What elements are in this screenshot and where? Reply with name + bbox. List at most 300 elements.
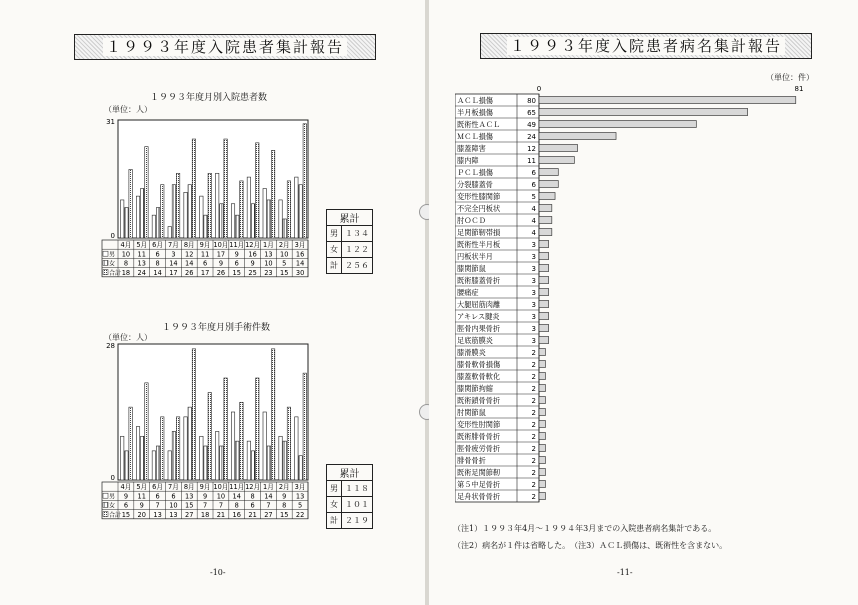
bar [236, 215, 239, 238]
bar [303, 124, 306, 238]
data-label: 11 [200, 250, 210, 259]
bar [251, 451, 254, 480]
bar [152, 451, 155, 480]
bar [176, 173, 179, 238]
bar [156, 446, 159, 480]
left-title-banner [74, 34, 376, 60]
category-label: 膝蓋障害 [457, 144, 486, 153]
data-label: 9 [282, 492, 287, 501]
bar [539, 193, 555, 200]
bar [141, 189, 144, 238]
bar [192, 139, 195, 238]
category-label: ＭＣＬ損傷 [457, 132, 493, 141]
data-label: 10 [169, 501, 178, 510]
data-label: 16 [232, 510, 241, 519]
bar [539, 469, 545, 476]
bar [240, 402, 243, 480]
data-label: 25 [248, 268, 257, 277]
data-label: 4 [531, 217, 536, 225]
right-note-1: （注1）１９９３年4月～１９９４年3月までの入院患者病名集計である。 [453, 524, 717, 533]
bar [208, 393, 211, 480]
totals-label: 計 [327, 513, 342, 529]
bar [192, 349, 195, 480]
data-label: 24 [527, 133, 536, 141]
data-label: 14 [185, 259, 194, 268]
category-label: 膝骨軟骨損傷 [457, 360, 501, 369]
data-label: 13 [295, 492, 305, 501]
bar [539, 121, 696, 128]
left-title: １９９３年度入院患者集計報告 [103, 38, 347, 56]
data-label: 8 [123, 259, 129, 268]
bar [267, 200, 270, 238]
data-label: 5 [531, 193, 536, 201]
category-label: 既術足関節靭 [457, 468, 501, 477]
data-label: 4 [531, 205, 536, 213]
bar [236, 441, 239, 480]
bar [539, 133, 616, 140]
right-page-number: -11- [617, 568, 633, 577]
data-label: 2 [531, 457, 536, 465]
series-name: 合計 [109, 269, 122, 277]
category-label: 10月 [213, 241, 229, 250]
category-label: 9月 [199, 241, 211, 250]
category-label: 膝滑膜炎 [457, 348, 486, 357]
category-label: ＡＣＬ損傷 [457, 96, 493, 105]
bar [539, 241, 549, 248]
category-label: 8月 [183, 483, 195, 492]
bar [539, 277, 549, 284]
legend-swatch [103, 502, 108, 507]
legend-swatch [103, 493, 108, 498]
data-label: 11 [137, 492, 146, 501]
data-label: 9 [139, 501, 144, 510]
bar [204, 446, 207, 480]
surgery-chart-unit: （単位：人） [104, 333, 152, 342]
data-label: 3 [531, 337, 536, 345]
bar [125, 208, 128, 238]
bar [539, 421, 545, 428]
patients-chart-unit: （単位：人） [104, 105, 152, 114]
bar [295, 177, 298, 238]
data-label: 14 [153, 268, 162, 277]
data-label: 10 [264, 259, 273, 268]
data-label: 15 [185, 501, 194, 510]
category-label: 11月 [229, 483, 245, 492]
data-label: 2 [531, 493, 536, 501]
bar [172, 185, 175, 238]
category-label: 大腿屈筋肉離 [457, 300, 501, 309]
data-label: 3 [531, 241, 536, 249]
surgery-chart-title: １９９３年度月別手術件数 [162, 323, 271, 333]
bar [539, 481, 545, 488]
patients-totals-table [326, 209, 373, 274]
patients-chart-title: １９９３年度月別入院患者数 [150, 93, 268, 103]
totals-value: １０１ [342, 497, 373, 513]
category-label: ＰＣＬ損傷 [457, 168, 493, 177]
data-label: 9 [123, 492, 129, 501]
bar [184, 417, 187, 480]
data-label: 12 [527, 145, 536, 153]
category-label: 膝関節拘縮 [457, 384, 493, 393]
category-label: 11月 [229, 241, 245, 250]
data-label: 9 [250, 259, 255, 268]
right-page [429, 0, 858, 605]
bar [299, 456, 302, 480]
data-label: 3 [531, 313, 536, 321]
category-label: 1月 [263, 241, 274, 250]
right-note-2: （注2）病名が１件は省略した。 （注3）ＡＣＬ損傷は、既術性を含まない。 [453, 541, 728, 550]
data-label: 17 [216, 250, 226, 259]
axis-min-label: 0 [536, 85, 542, 93]
right-chart-unit: （単位：件） [766, 73, 814, 82]
bar [240, 181, 243, 238]
bar [539, 409, 545, 416]
bar [295, 417, 298, 480]
data-label: 7 [218, 501, 224, 510]
bar [539, 217, 552, 224]
category-label: 分裂膝蓋骨 [457, 180, 493, 189]
data-label: 65 [527, 109, 536, 117]
bar [539, 313, 549, 320]
bar [136, 427, 139, 480]
category-label: 既術腓骨骨折 [457, 432, 501, 441]
bar [176, 417, 179, 480]
totals-value: １１８ [342, 481, 373, 497]
category-label: アキレス腱炎 [457, 312, 500, 321]
y-max-label: 28 [106, 342, 115, 350]
data-label: 5 [297, 501, 303, 510]
data-label: 21 [216, 510, 226, 519]
data-label: 10 [280, 250, 289, 259]
data-label: 3 [531, 301, 536, 309]
data-label: 2 [531, 409, 536, 417]
category-label: 足舟状骨骨折 [457, 492, 501, 501]
bar [256, 143, 259, 238]
data-label: 27 [264, 510, 273, 519]
bar [539, 97, 796, 104]
data-label: 13 [264, 250, 273, 259]
data-label: 18 [121, 268, 131, 277]
bar [129, 407, 132, 480]
bar [188, 185, 191, 238]
data-label: 6 [155, 250, 160, 259]
legend-swatch [103, 260, 108, 265]
category-label: 脛骨内果骨折 [457, 324, 501, 333]
totals-header: 累計 [327, 465, 373, 481]
category-label: 肘関節鼠 [457, 408, 486, 417]
category-label: 6月 [152, 241, 163, 250]
bar [121, 436, 124, 480]
bar [539, 445, 545, 452]
category-label: 3月 [294, 483, 306, 492]
category-label: 脛骨疲労骨折 [457, 444, 501, 453]
bar [279, 200, 282, 238]
category-label: 6月 [152, 483, 163, 492]
data-label: 2 [531, 481, 536, 489]
data-label: 6 [202, 259, 208, 268]
legend-swatch [103, 251, 108, 256]
totals-value: １２２ [342, 242, 373, 258]
data-label: 2 [531, 469, 536, 477]
bar [299, 185, 302, 238]
bar [539, 325, 549, 332]
category-label: 腓骨骨折 [457, 456, 486, 465]
bar [539, 169, 558, 176]
totals-value: １３４ [342, 226, 373, 242]
patients-chart [98, 114, 328, 279]
data-label: 6 [234, 259, 239, 268]
y-min-label: 0 [110, 474, 115, 482]
data-label: 6 [531, 169, 536, 177]
data-label: 21 [248, 510, 257, 519]
axis-max-label: 81 [794, 85, 804, 93]
bar [539, 361, 545, 368]
data-label: 22 [295, 510, 305, 519]
category-label: 円板状半月 [457, 252, 493, 261]
data-label: 26 [216, 268, 226, 277]
data-label: 12 [185, 250, 194, 259]
bar [141, 436, 144, 480]
data-label: 9 [218, 259, 224, 268]
data-label: 15 [280, 268, 289, 277]
bar [539, 337, 549, 344]
data-label: 5 [282, 259, 287, 268]
category-label: 既術膝蓋骨折 [457, 276, 501, 285]
data-label: 3 [531, 289, 536, 297]
totals-label: 計 [327, 258, 342, 274]
bar [539, 373, 545, 380]
bar [539, 157, 574, 164]
category-label: 5月 [136, 241, 148, 250]
data-label: 3 [531, 265, 536, 273]
diagnosis-chart [455, 80, 835, 505]
surgery-totals-table [326, 464, 373, 529]
bar [539, 205, 552, 212]
bar [161, 417, 164, 480]
bar [224, 378, 227, 480]
data-label: 14 [295, 259, 305, 268]
series-name: 男 [109, 493, 116, 501]
totals-label: 女 [327, 242, 342, 258]
bar [539, 253, 549, 260]
bar [152, 215, 155, 238]
data-label: 15 [232, 268, 241, 277]
data-label: 2 [531, 349, 536, 357]
data-label: 30 [295, 268, 305, 277]
bar [220, 204, 223, 238]
category-label: 8月 [183, 241, 195, 250]
bar [283, 441, 286, 480]
legend-swatch [103, 270, 108, 275]
data-label: 8 [282, 501, 287, 510]
data-label: 9 [202, 492, 208, 501]
bar [279, 436, 282, 480]
bar [188, 407, 191, 480]
category-label: 既術鎖骨骨折 [457, 396, 501, 405]
bar [539, 109, 748, 116]
bar [539, 265, 549, 272]
category-label: 既術性ＡＣＬ [457, 120, 501, 129]
category-label: 12月 [245, 483, 261, 492]
category-label: 肘ＯＣＤ [457, 216, 486, 225]
data-label: 10 [121, 250, 131, 259]
data-label: 17 [169, 268, 178, 277]
data-label: 7 [155, 501, 160, 510]
data-label: 2 [531, 433, 536, 441]
bar [539, 301, 549, 308]
data-label: 8 [155, 259, 160, 268]
bar [200, 196, 203, 238]
data-label: 16 [295, 250, 305, 259]
category-label: 4月 [120, 483, 132, 492]
category-label: 既術性半月板 [457, 240, 501, 249]
data-label: 11 [137, 250, 146, 259]
bar [125, 451, 128, 480]
data-label: 8 [234, 501, 239, 510]
y-min-label: 0 [110, 232, 115, 240]
bar [224, 139, 227, 238]
data-label: 2 [531, 361, 536, 369]
bar [145, 147, 148, 238]
data-label: 6 [123, 501, 129, 510]
bar [204, 215, 207, 238]
bar [539, 289, 549, 296]
data-label: 3 [531, 325, 536, 333]
category-label: 膝内障 [457, 156, 479, 165]
bar [271, 150, 274, 238]
data-label: 13 [153, 510, 162, 519]
data-label: 11 [527, 157, 536, 165]
bar [145, 383, 148, 480]
category-label: 5月 [136, 483, 148, 492]
category-label: 変形性膝関節 [457, 192, 501, 201]
bar [539, 433, 545, 440]
series-name: 女 [109, 502, 116, 510]
bar [247, 177, 250, 238]
bar [129, 169, 132, 238]
series-name: 男 [109, 251, 116, 259]
bar [208, 173, 211, 238]
bar [539, 493, 545, 500]
data-label: 3 [531, 253, 536, 261]
bar [263, 189, 266, 238]
surgery-chart [98, 338, 328, 526]
data-label: 49 [527, 121, 536, 129]
series-name: 合計 [109, 511, 122, 519]
data-label: 15 [121, 510, 131, 519]
category-label: 腰痛症 [457, 288, 479, 297]
bar [216, 173, 219, 238]
bar [283, 219, 286, 238]
category-label: 7月 [168, 483, 179, 492]
bar [200, 436, 203, 480]
data-label: 13 [137, 259, 146, 268]
left-page [0, 0, 425, 605]
data-label: 23 [264, 268, 273, 277]
data-label: 7 [202, 501, 208, 510]
bar [136, 196, 139, 238]
data-label: 7 [266, 501, 271, 510]
bar [168, 451, 171, 480]
legend-swatch [103, 512, 108, 517]
category-label: 足関節靭帯損 [457, 228, 501, 237]
category-label: 足底筋膜炎 [457, 336, 493, 345]
category-label: 膝関節鼠 [457, 264, 486, 273]
data-label: 27 [185, 510, 194, 519]
bar [539, 229, 552, 236]
data-label: 3 [531, 277, 536, 285]
data-label: 13 [169, 510, 178, 519]
data-label: 8 [250, 492, 255, 501]
data-label: 6 [250, 501, 255, 510]
series-name: 女 [109, 260, 116, 268]
category-label: 第５中足骨折 [457, 480, 501, 489]
bar [231, 412, 234, 480]
data-label: 4 [531, 229, 536, 237]
totals-label: 女 [327, 497, 342, 513]
bar [303, 373, 306, 480]
data-label: 17 [200, 268, 210, 277]
category-label: 7月 [168, 241, 179, 250]
totals-header: 累計 [327, 210, 373, 226]
bar [161, 185, 164, 238]
data-label: 6 [155, 492, 160, 501]
data-label: 14 [264, 492, 273, 501]
category-label: 変形性肘関節 [457, 420, 501, 429]
data-label: 20 [137, 510, 146, 519]
data-label: 6 [531, 181, 536, 189]
data-label: 3 [171, 250, 176, 259]
category-label: 4月 [120, 241, 132, 250]
totals-label: 男 [327, 226, 342, 242]
bar [287, 407, 290, 480]
bar [263, 412, 266, 480]
totals-value: ２５６ [342, 258, 373, 274]
bar [539, 385, 545, 392]
category-label: 膝蓋軟骨軟化 [457, 372, 501, 381]
bar [216, 431, 219, 480]
right-title-banner [480, 33, 812, 59]
bar [168, 227, 171, 238]
bar [539, 181, 558, 188]
data-label: 16 [248, 250, 257, 259]
data-label: 14 [169, 259, 178, 268]
category-label: 2月 [278, 241, 290, 250]
bar [184, 192, 187, 238]
data-label: 10 [216, 492, 226, 501]
category-label: 不完全円板状 [457, 204, 501, 213]
bar [539, 349, 545, 356]
data-label: 6 [171, 492, 176, 501]
left-page-number: -10- [210, 568, 226, 577]
category-label: 9月 [199, 483, 211, 492]
data-label: 26 [185, 268, 194, 277]
data-label: 14 [232, 492, 241, 501]
totals-label: 男 [327, 481, 342, 497]
bar [231, 204, 234, 238]
bar [271, 349, 274, 480]
data-label: 80 [527, 97, 536, 105]
bar [539, 457, 545, 464]
data-label: 2 [531, 445, 536, 453]
bar [247, 441, 250, 480]
data-label: 18 [200, 510, 210, 519]
data-label: 2 [531, 397, 536, 405]
data-label: 2 [531, 373, 536, 381]
y-max-label: 31 [106, 118, 115, 126]
category-label: 1月 [263, 483, 274, 492]
bar [220, 446, 223, 480]
